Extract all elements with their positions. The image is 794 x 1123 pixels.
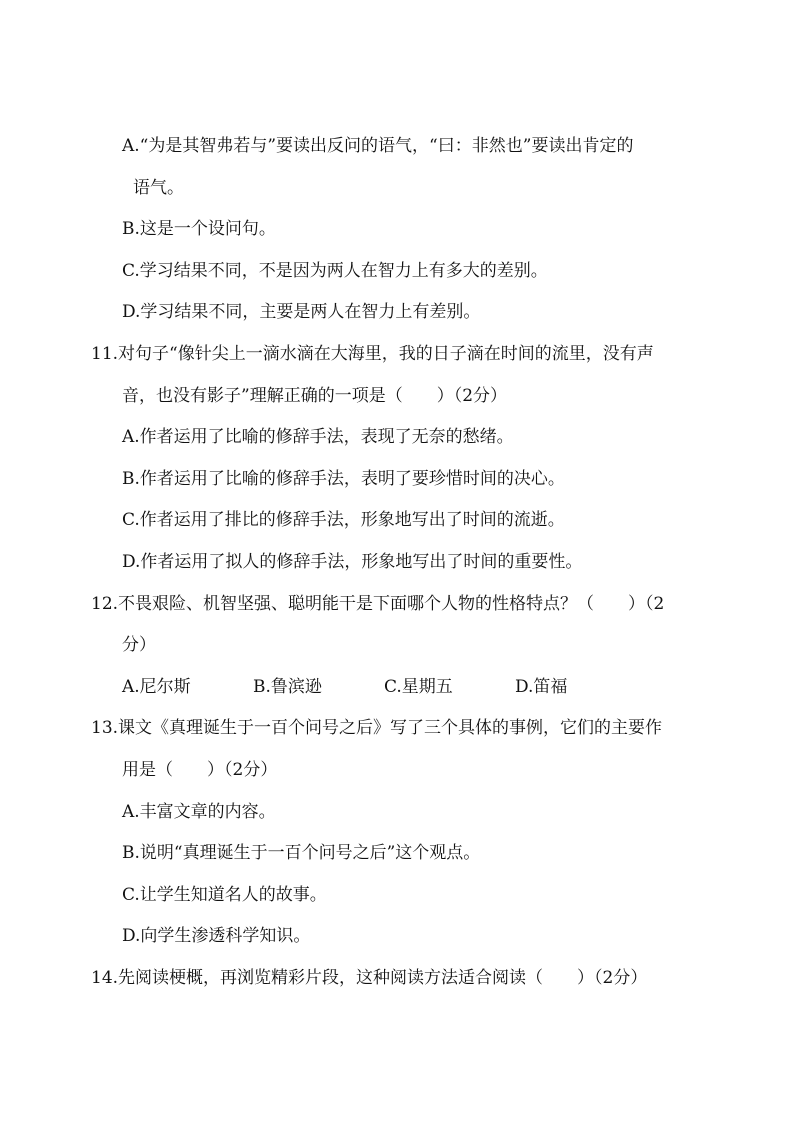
- q12-option-b: B.鲁滨逊: [253, 677, 322, 697]
- q11-option-c: C.作者运用了排比的修辞手法，形象地写出了时间的流逝。: [122, 510, 565, 530]
- q11-stem-line1: 11.对句子“像针尖上一滴水滴在大海里，我的日子滴在时间的流里，没有声: [91, 344, 654, 364]
- q13-option-b: B.说明“真理诞生于一百个问号之后”这个观点。: [122, 843, 481, 863]
- q12-option-d: D.笛福: [515, 677, 568, 697]
- q12-stem-line1: 12.不畏艰险、机智坚强、聪明能干是下面哪个人物的性格特点？（ ）（2: [91, 594, 665, 614]
- q13-option-a: A.丰富文章的内容。: [122, 802, 276, 822]
- q13-option-c: C.让学生知道名人的故事。: [122, 885, 327, 905]
- q11-option-a: A.作者运用了比喻的修辞手法，表现了无奈的愁绪。: [122, 427, 514, 447]
- q12-option-a: A.尼尔斯: [122, 677, 191, 697]
- q12-stem-line2: 分）: [122, 635, 156, 655]
- q10-option-b: B.这是一个设问句。: [122, 219, 276, 239]
- q10-option-a-line2: 语气。: [133, 178, 184, 198]
- q13-stem-line1: 13.课文《真理诞生于一百个问号之后》写了三个具体的事例，它们的主要作: [91, 718, 663, 738]
- q10-option-d: D.学习结果不同，主要是两人在智力上有差别。: [122, 302, 481, 322]
- q11-option-d: D.作者运用了拟人的修辞手法，形象地写出了时间的重要性。: [122, 552, 583, 572]
- q13-option-d: D.向学生渗透科学知识。: [122, 926, 311, 946]
- q12-option-c: C.星期五: [384, 677, 453, 697]
- q11-option-b: B.作者运用了比喻的修辞手法，表明了要珍惜时间的决心。: [122, 469, 565, 489]
- q10-option-a-line1: A.“为是其智弗若与”要读出反问的语气，“曰：非然也”要读出肯定的: [122, 136, 634, 156]
- q13-stem-line2: 用是（ ）（2分）: [122, 760, 278, 780]
- q11-stem-line2: 音，也没有影子”理解正确的一项是（ ）（2分）: [122, 386, 508, 406]
- q14-stem-line1: 14.先阅读梗概，再浏览精彩片段，这种阅读方法适合阅读（ ）（2分）: [91, 968, 648, 988]
- q10-option-c: C.学习结果不同，不是因为两人在智力上有多大的差别。: [122, 261, 548, 281]
